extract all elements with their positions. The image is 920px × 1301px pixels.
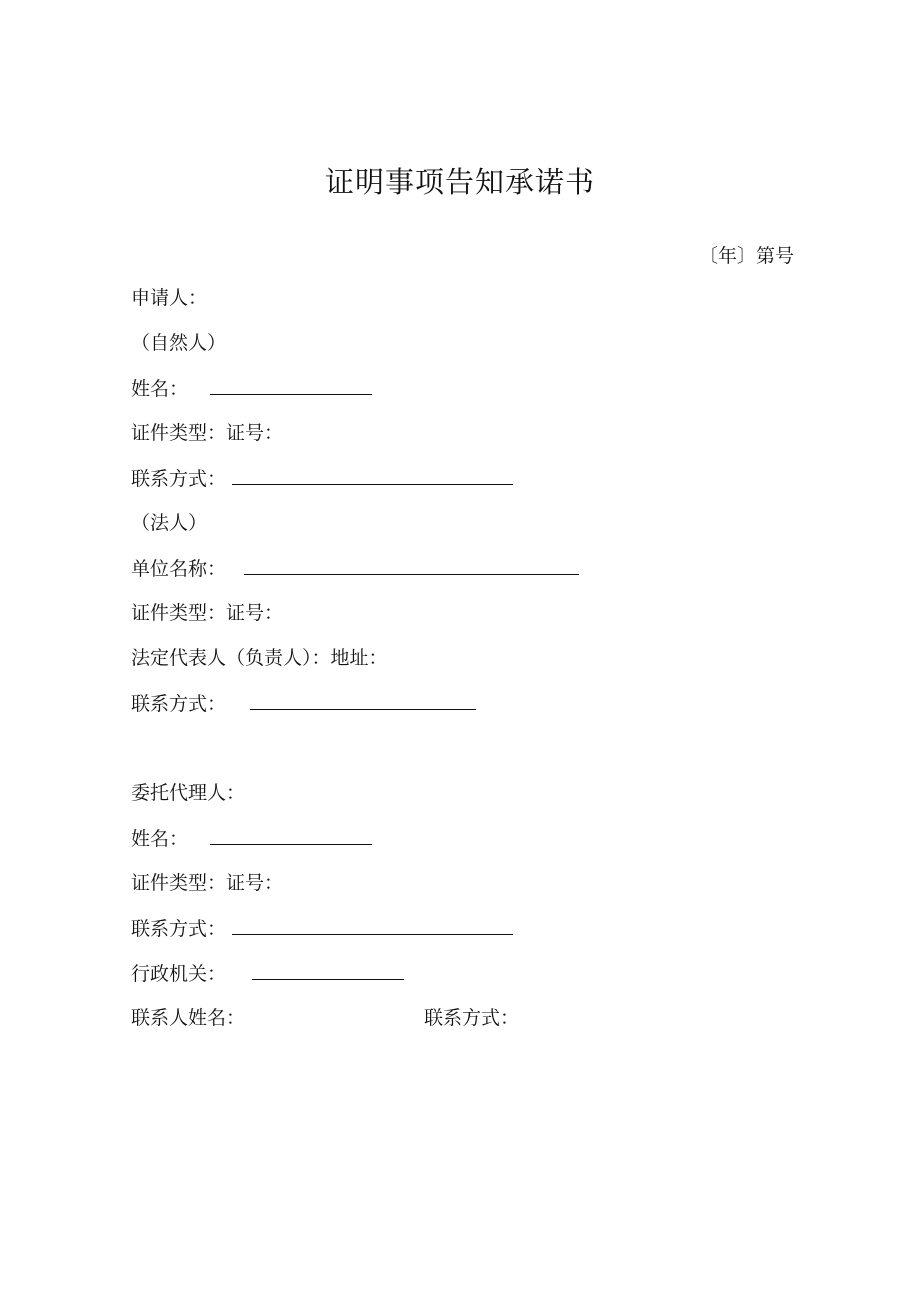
name-label: 姓名： xyxy=(131,828,189,850)
natural-person-name-row xyxy=(131,376,372,401)
org-name-label: 单位名称： xyxy=(131,558,227,580)
authority-row xyxy=(131,961,404,986)
legal-person-rep-label: 法定代表人（负责人）：地址： xyxy=(131,647,388,669)
authority-field[interactable] xyxy=(252,961,404,980)
name-field[interactable] xyxy=(210,826,372,845)
contact-field[interactable] xyxy=(232,466,513,485)
agent-heading: 委托代理人： xyxy=(131,782,246,804)
legal-person-org-row xyxy=(131,556,579,581)
contact-label: 联系方式： xyxy=(131,693,227,715)
natural-person-heading: （自然人） xyxy=(131,332,227,354)
authority-contact-person-label: 联系人姓名： xyxy=(131,1007,246,1029)
name-field[interactable] xyxy=(210,376,372,395)
contact-label: 联系方式： xyxy=(131,468,227,490)
contact-label: 联系方式： xyxy=(131,918,227,940)
agent-name-row xyxy=(131,826,372,851)
legal-person-id-label: 证件类型：证号： xyxy=(131,602,284,624)
legal-person-heading: （法人） xyxy=(131,512,208,534)
natural-person-contact-row xyxy=(131,466,513,491)
contact-field[interactable] xyxy=(250,691,476,710)
org-name-field[interactable] xyxy=(244,556,579,575)
authority-label: 行政机关： xyxy=(131,963,227,985)
agent-contact-row xyxy=(131,916,513,941)
authority-contact-method-label: 联系方式： xyxy=(424,1007,520,1029)
applicant-heading: 申请人： xyxy=(131,287,208,309)
document-number: 〔年〕第号 xyxy=(698,245,794,267)
natural-person-id-label: 证件类型：证号： xyxy=(131,422,284,444)
name-label: 姓名： xyxy=(131,378,189,400)
contact-field[interactable] xyxy=(232,916,513,935)
document-title: 证明事项告知承诺书 xyxy=(324,165,595,199)
agent-id-label: 证件类型：证号： xyxy=(131,872,284,894)
legal-person-contact-row xyxy=(131,691,476,716)
